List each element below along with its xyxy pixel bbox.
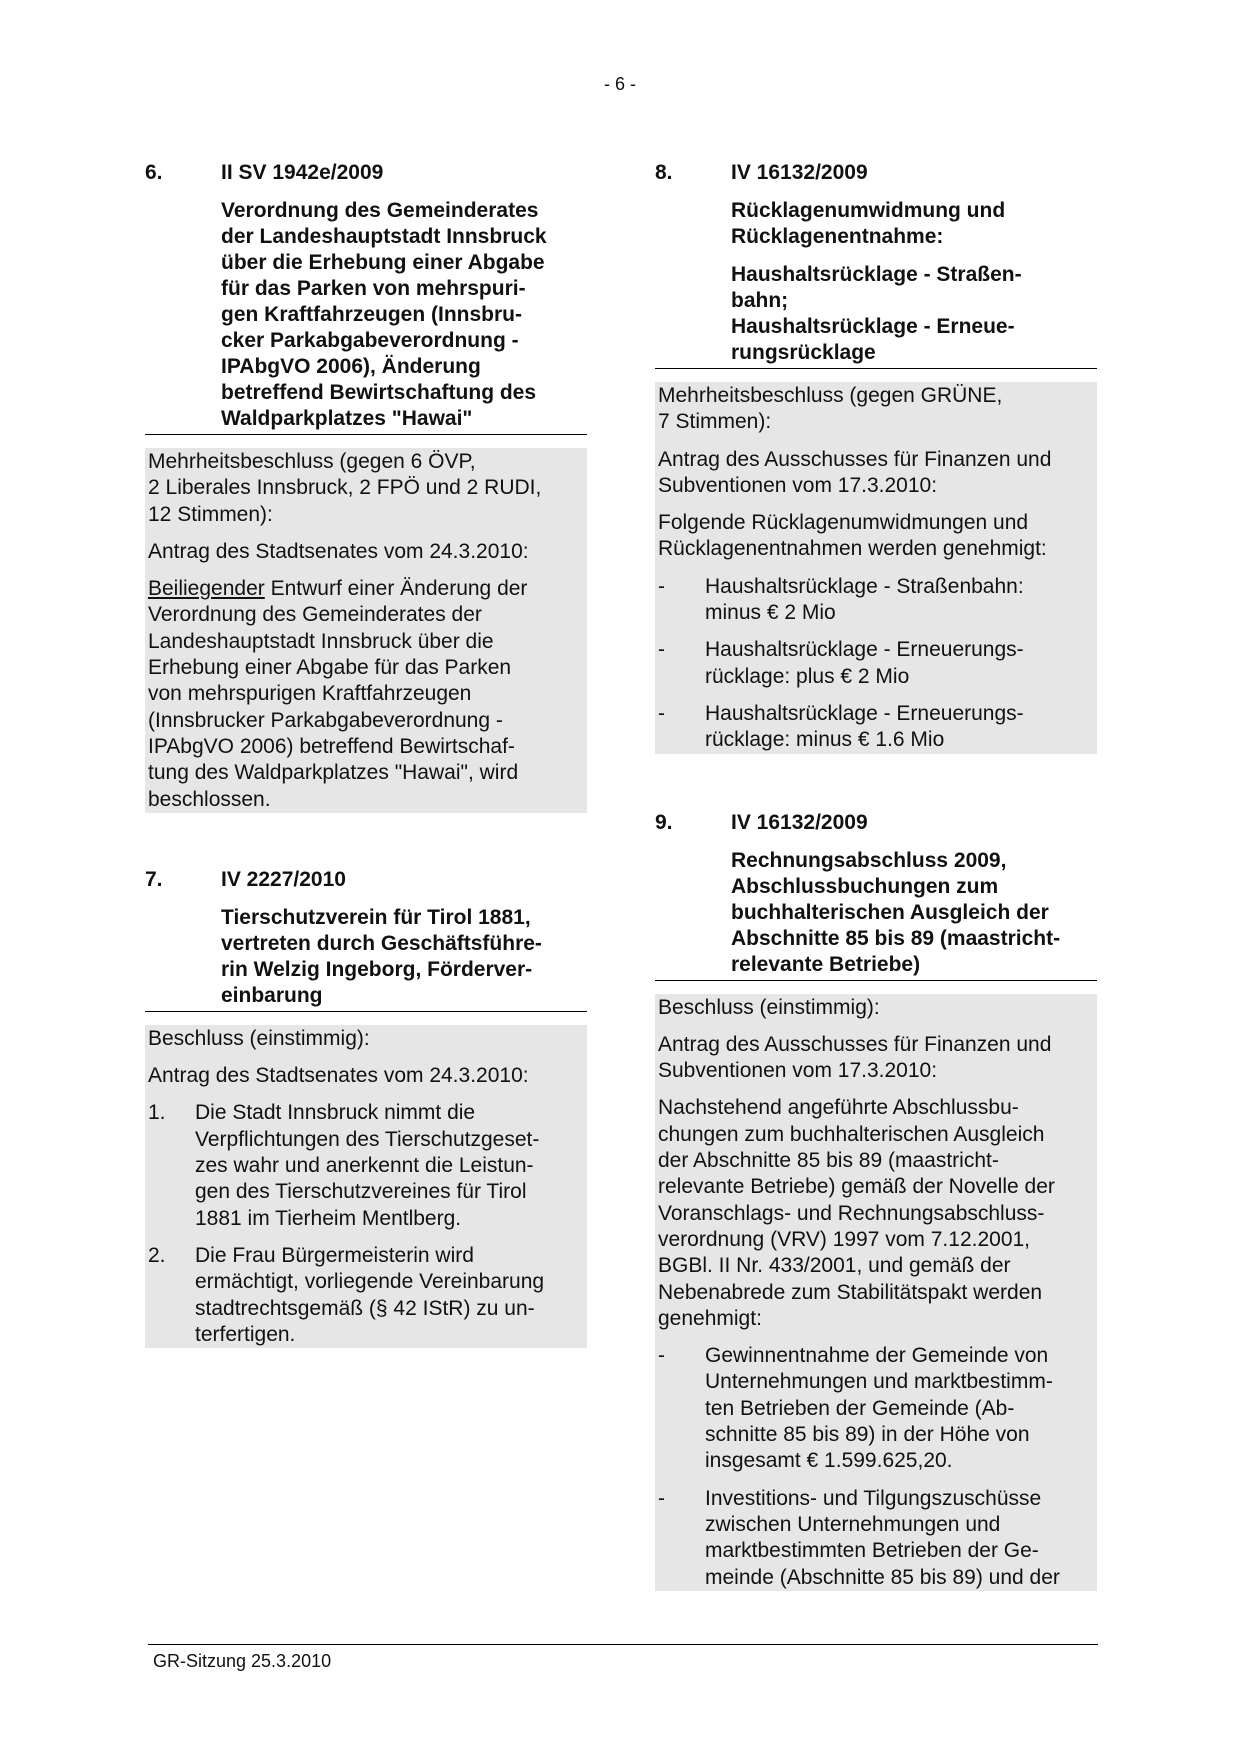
list-marker: - (658, 1486, 665, 1510)
item-number: 6. (145, 161, 163, 184)
divider (655, 368, 1097, 369)
list-item (658, 574, 1094, 627)
list-text: Haushaltsrücklage - Straßenbahn: minus € 2 Mio (705, 574, 1024, 625)
list-marker: - (658, 638, 665, 662)
item-code: IV 16132/2009 (731, 161, 868, 184)
item-header (145, 160, 587, 186)
item-code: II SV 1942e/2009 (221, 161, 384, 184)
list-item (148, 1100, 584, 1231)
motion-text: Antrag des Stadtsenates vom 24.3.2010: (148, 1064, 529, 1088)
item-subtitle: Haushaltsrücklage - Straßen- bahn; Haushaltsrücklage - Erneue- rungsrücklage (731, 263, 1022, 364)
item-title: Verordnung des Gemeinderates der Landeshauptstadt Innsbruck über die Erhebung einer Abgabe für das Parken von mehrspuri- gen Kraftfahrzeugen (Innsbru- cker Parkabgabeverordnung - IPAbgVO 2006), Änderung betreffend Bewirtschaftung des Waldparkplatzes "Hawai" (221, 199, 547, 430)
list-marker: - (658, 1344, 665, 1368)
decision-text: Mehrheitsbeschluss (gegen 6 ÖVP, 2 Liberales Innsbruck, 2 FPÖ und 2 RUDI, 12 Stimmen): (148, 450, 542, 526)
right-column (655, 160, 1097, 1591)
item-title: Tierschutzverein für Tirol 1881, vertreten durch Geschäftsführe- rin Welzig Ingeborg, Förderver- einbarung (221, 905, 542, 1007)
list-item (658, 1343, 1094, 1474)
list-item (658, 701, 1094, 754)
intro-text: Nachstehend angeführte Abschlussbu- chungen zum buchhalterischen Ausgleich der Abschnitte 85 bis 89 (maastricht- relevante Betriebe) gemäß der Novelle der Voranschlags- und Rechnungsabschluss- verordnung (VRV) 1997 vom 7.12.2001, BGBl. II Nr. 433/2001, und gemäß der Nebenabrede zum Stabilitätspakt werden genehmigt: (658, 1096, 1055, 1330)
item-header (145, 867, 587, 893)
item-number: 9. (655, 810, 673, 834)
footer-text: GR-Sitzung 25.3.2010 (153, 1651, 332, 1671)
item-title: Rechnungsabschluss 2009, Abschlussbuchungen zum buchhalterischen Ausgleich der Abschnitte 85 bis 89 (maastricht- relevante Betriebe) (731, 848, 1061, 976)
item-code: IV 16132/2009 (731, 810, 868, 834)
agenda-item-9 (655, 810, 1097, 1591)
item-code: IV 2227/2010 (221, 867, 346, 891)
resolution-block (655, 382, 1097, 754)
list-marker: - (658, 701, 665, 725)
motion-text: Antrag des Ausschusses für Finanzen und Subventionen vom 17.3.2010: (658, 1032, 1052, 1083)
resolution-body-text: Entwurf einer Änderung der Verordnung des Gemeinderates der Landeshauptstadt Innsbruck über die Erhebung einer Abgabe für das Parken von mehrspurigen Kraftfahrzeugen (Innsbrucker Parkabgabeverordnung - IPAbgVO 2006) betreffend Bewirtschaf- tung des Waldparkplatzes "Hawai", wird beschlossen. (148, 577, 528, 811)
motion-text: Antrag des Ausschusses für Finanzen und Subventionen vom 17.3.2010: (658, 447, 1052, 497)
intro-text: Folgende Rücklagenumwidmungen und Rücklagenentnahmen werden genehmigt: (658, 511, 1047, 561)
resolution-block (145, 448, 587, 813)
list-text: Haushaltsrücklage - Erneuerungs- rücklage: minus € 1.6 Mio (705, 701, 1024, 752)
resolution-body (148, 576, 584, 813)
divider (655, 980, 1097, 981)
list-text: Die Frau Bürgermeisterin wird ermächtigt, vorliegende Vereinbarung stadtrechtsgemäß (§ 42 IStR) zu un- terfertigen. (195, 1243, 545, 1346)
underlined-word: Beiliegender (148, 577, 265, 601)
list-item (658, 637, 1094, 690)
list-text: Die Stadt Innsbruck nimmt die Verpflichtungen des Tierschutzgeset- zes wahr und anerkennt die Leistun- gen des Tierschutzvereines für Tirol 1881 im Tierheim Mentlberg. (195, 1101, 540, 1230)
motion-text: Antrag des Stadtsenates vom 24.3.2010: (148, 539, 529, 563)
list-text: Gewinnentnahme der Gemeinde von Unternehmungen und marktbestimm- ten Betrieben der Gemeinde (Ab- schnitte 85 bis 89) in der Höhe von insgesamt € 1.599.625,20. (705, 1344, 1053, 1473)
item-header (655, 810, 1097, 836)
agenda-item-7 (145, 867, 587, 1348)
list-marker: 1. (148, 1101, 166, 1125)
decision-text: Beschluss (einstimmig): (148, 1026, 370, 1050)
left-column (145, 160, 587, 1348)
item-header (655, 160, 1097, 186)
item-title: Rücklagenumwidmung und Rücklagenentnahme: (731, 199, 1006, 248)
page-number: - 6 - (603, 74, 636, 94)
decision-text: Mehrheitsbeschluss (gegen GRÜNE, 7 Stimmen): (658, 384, 1003, 434)
list-text: Investitions- und Tilgungszuschüsse zwischen Unternehmungen und marktbestimmten Betrieben der Ge- meinde (Abschnitte 85 bis 89) und der (705, 1486, 1060, 1589)
item-number: 7. (145, 867, 163, 891)
list-marker: - (658, 574, 665, 598)
resolution-block (655, 994, 1097, 1591)
divider (145, 1011, 587, 1012)
divider (145, 434, 587, 435)
list-item (658, 1486, 1094, 1591)
agenda-item-6 (145, 160, 587, 813)
item-number: 8. (655, 161, 673, 184)
list-item (148, 1243, 584, 1348)
decision-text: Beschluss (einstimmig): (658, 995, 880, 1019)
list-text: Haushaltsrücklage - Erneuerungs- rücklage: plus € 2 Mio (705, 638, 1024, 688)
list-marker: 2. (148, 1243, 166, 1267)
footer-divider (148, 1644, 1098, 1645)
resolution-block (145, 1025, 587, 1348)
agenda-item-8 (655, 160, 1097, 754)
